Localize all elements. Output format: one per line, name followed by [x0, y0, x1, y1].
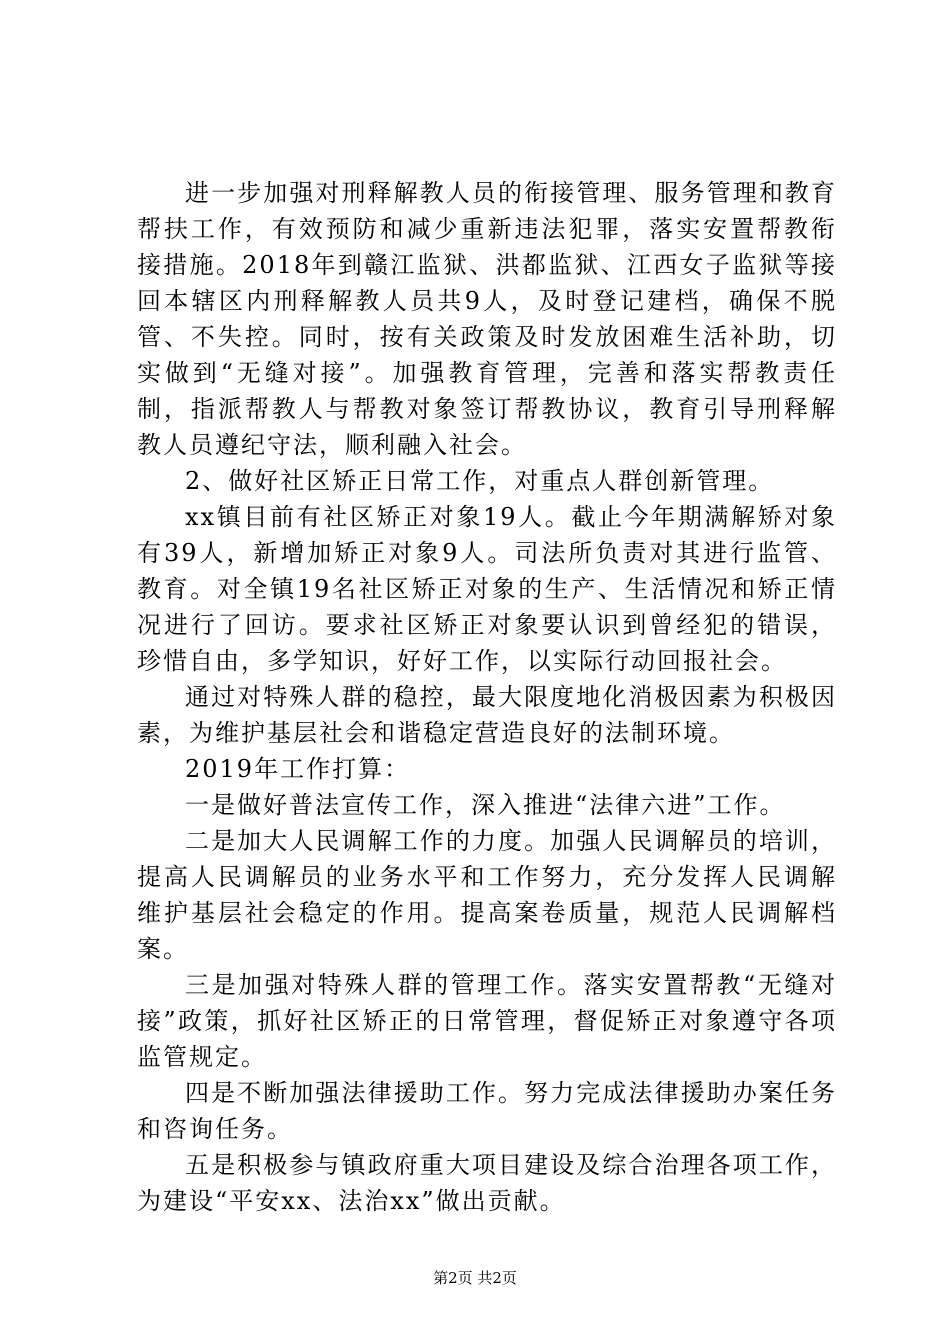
page-number-footer: 第2页 共2页 [433, 1269, 517, 1287]
paragraph-community-correction: xx镇目前有社区矫正对象19人。截止今年期满解矫对象有39人，新增加矫正对象9人。司法所负责对其进行监管、教育。对全镇19名社区矫正对象的生产、生活情况和矫正情况进行了回访。要求社区矫正对象要认识到曾经犯的错误，珍惜自由，多学知识，好好工作，以实际行动回报社会。 [137, 503, 837, 675]
document-body [137, 175, 837, 1219]
paragraph-resettlement: 进一步加强对刑释解教人员的衔接管理、服务管理和教育帮扶工作，有效预防和减少重新违法犯罪，落实安置帮教衔接措施。2018年到赣江监狱、洪都监狱、江西女子监狱等接回本辖区内刑释解教人员共9人，及时登记建档，确保不脱管、不失控。同时，按有关政策及时发放困难生活补助，切实做到“无缝对接”。加强教育管理，完善和落实帮教责任制，指派帮教人与帮教对象签订帮教协议，教育引导刑释解教人员遵纪守法，顺利融入社会。 [137, 179, 837, 459]
paragraph-plan-item-5: 五是积极参与镇政府重大项目建设及综合治理各项工作，为建设“平安xx、法治xx”做出贡献。 [137, 1151, 837, 1215]
paragraph-heading-2019-plan: 2019年工作打算： [185, 755, 411, 783]
paragraph-plan-item-1: 一是做好普法宣传工作，深入推进“法律六进”工作。 [185, 791, 786, 819]
paragraph-heading-community-correction: 2、做好社区矫正日常工作，对重点人群创新管理。 [185, 467, 775, 495]
paragraph-plan-item-2: 二是加大人民调解工作的力度。加强人民调解员的培训，提高人民调解员的业务水平和工作努力，充分发挥人民调解维护基层社会稳定的作用。提高案卷质量，规范人民调解档案。 [137, 827, 837, 963]
paragraph-stability-control: 通过对特殊人群的稳控，最大限度地化消极因素为积极因素，为维护基层社会和谐稳定营造良好的法制环境。 [137, 683, 837, 747]
paragraph-plan-item-3: 三是加强对特殊人群的管理工作。落实安置帮教“无缝对接”政策，抓好社区矫正的日常管理，督促矫正对象遵守各项监管规定。 [137, 971, 837, 1071]
paragraph-plan-item-4: 四是不断加强法律援助工作。努力完成法律援助办案任务和咨询任务。 [137, 1079, 837, 1143]
